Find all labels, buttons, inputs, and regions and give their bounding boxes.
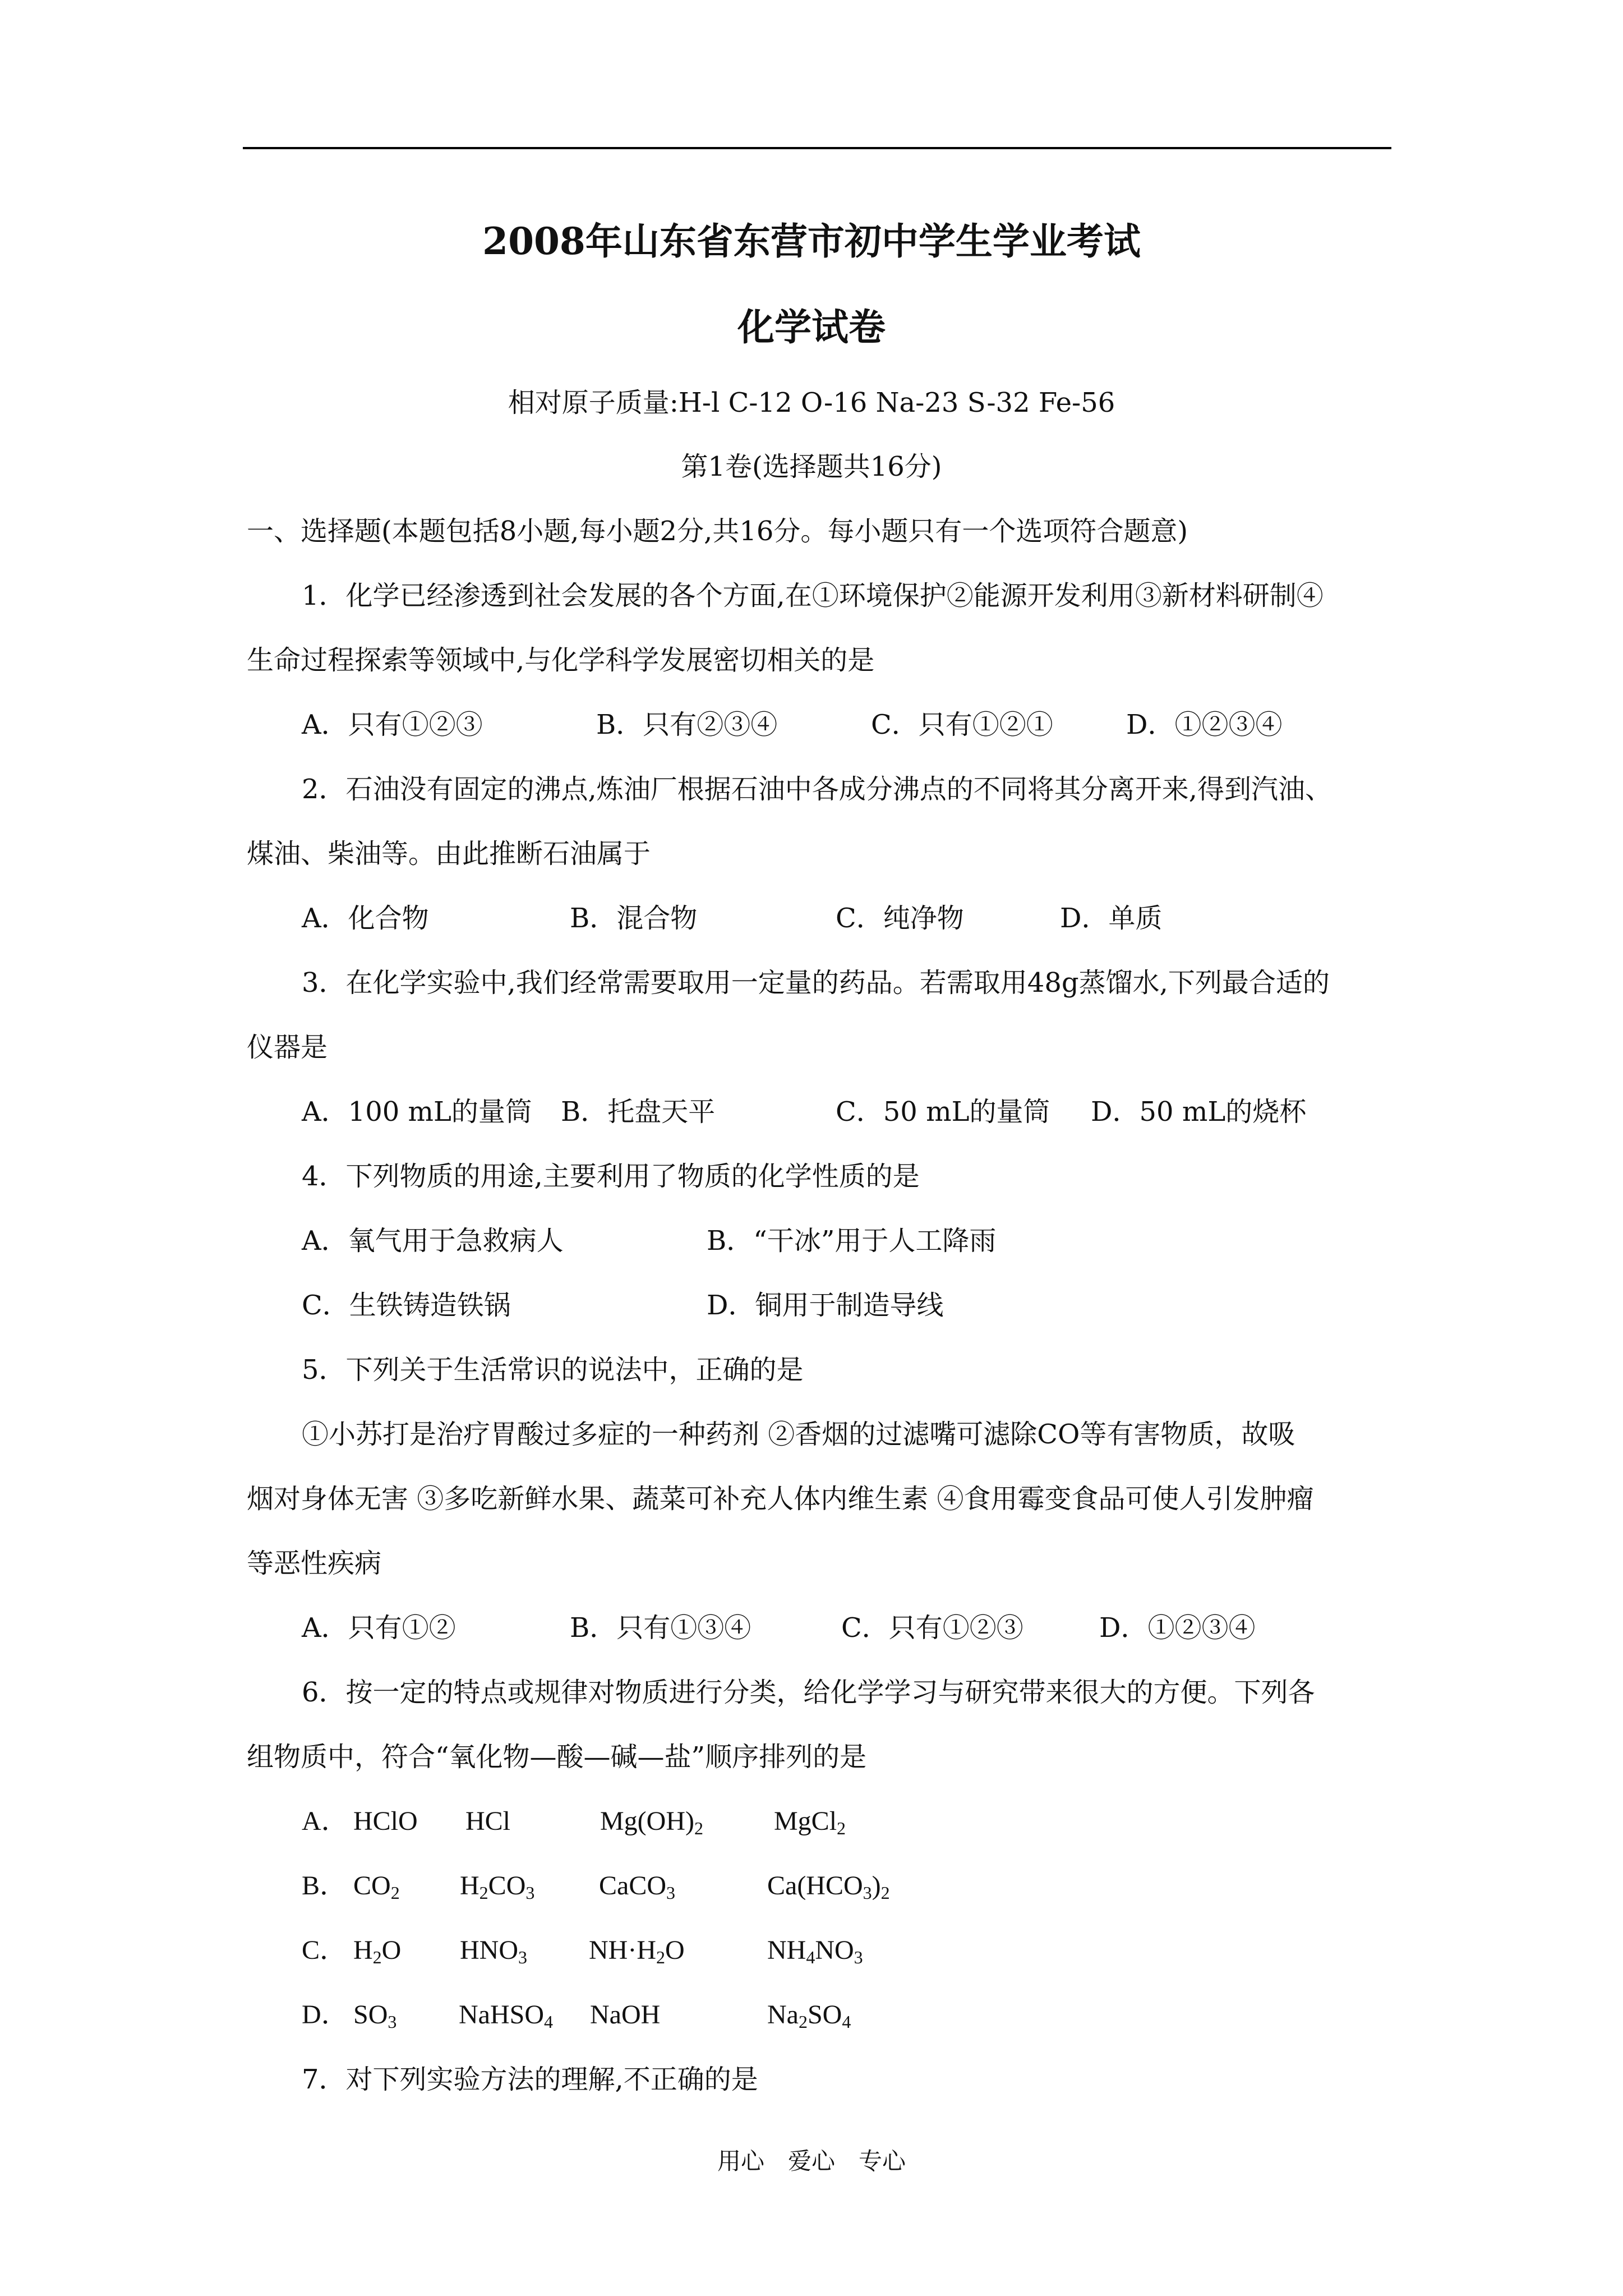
question-3-line-2: 仪器是 <box>247 1032 328 1063</box>
question-1-line-2: 生命过程探索等领域中,与化学科学发展密切相关的是 <box>247 645 875 676</box>
question-6-option-b-label: B． <box>302 1871 347 1901</box>
question-2-option-a: A．化合物 <box>302 903 429 934</box>
question-2-line-2: 煤油、柴油等。由此推断石油属于 <box>247 838 651 869</box>
question-5-option-a: A．只有①② <box>302 1612 456 1644</box>
section-heading: 一、选择题(本题包括8小题,每小题2分,共16分。每小题只有一个选项符合题意) <box>247 516 1188 547</box>
question-1-option-a: A．只有①②③ <box>302 709 483 740</box>
question-5-line-2: ①小苏打是治疗胃酸过多症的一种药剂 ②香烟的过滤嘴可滤除CO等有害物质，故吸 <box>302 1419 1295 1450</box>
atomic-masses: 相对原子质量:H-l C-12 O-16 Na-23 S-32 Fe-56 <box>508 387 1115 418</box>
question-2-option-c: C．纯净物 <box>836 903 964 934</box>
question-6-option-d-salt: $Na_2SO_4$ <box>767 2000 851 2032</box>
question-6-option-b-oxide: $CO_2$ <box>353 1871 400 1903</box>
question-1-option-c: C．只有①②① <box>871 709 1053 740</box>
question-6-option-b-acid: $H_2CO_3$ <box>460 1871 535 1903</box>
question-6-option-d-acid: NaHSO$_4$ <box>459 2000 553 2032</box>
question-6-option-d-base: NaOH <box>590 2000 661 2030</box>
question-3-option-c: C．50 mL的量筒 <box>836 1096 1050 1128</box>
question-5-line-3: 烟对身体无害 ③多吃新鲜水果、蔬菜可补充人体内维生素 ④食用霉变食品可使人引发肿瘤 <box>247 1483 1314 1515</box>
question-3-line-1: 3．在化学实验中,我们经常需要取用一定量的药品。若需取用48g蒸馏水,下列最合适的 <box>302 967 1330 999</box>
question-1-option-d: D．①②③④ <box>1126 709 1283 740</box>
question-6-option-c-label: C． <box>302 1935 347 1965</box>
question-1-line-1: 1．化学已经渗透到社会发展的各个方面,在①环境保护②能源开发利用③新材料研制④ <box>302 580 1324 611</box>
question-6-line-2: 组物质中，符合“氧化物—酸—碱—盐”顺序排列的是 <box>247 1741 867 1773</box>
question-6-option-a-oxide: HClO <box>353 1806 418 1836</box>
question-3-option-b: B．托盘天平 <box>561 1096 716 1128</box>
page-footer: 用心 爱心 专心 <box>717 2147 906 2175</box>
question-6-option-c-base: $NH\cdot H_2O$ <box>589 1935 685 1967</box>
question-6-option-d-label: D． <box>302 2000 348 2030</box>
exam-title: 2008年山东省东营市初中学生学业考试 <box>482 219 1141 263</box>
question-4-option-c: C．生铁铸造铁锅 <box>302 1290 511 1321</box>
part-heading: 第1卷(选择题共16分) <box>681 451 942 482</box>
question-3-option-d: D．50 mL的烧杯 <box>1091 1096 1307 1128</box>
question-3-option-a: A．100 mL的量筒 <box>302 1096 532 1128</box>
question-6-option-c-oxide: $H_2O$ <box>353 1935 402 1967</box>
question-4-option-d: D．铜用于制造导线 <box>707 1290 944 1321</box>
question-5-line-1: 5．下列关于生活常识的说法中，正确的是 <box>302 1354 804 1386</box>
question-5-line-4: 等恶性疾病 <box>247 1548 382 1579</box>
question-6-option-c-acid: $HNO_3$ <box>460 1935 527 1967</box>
question-6-option-a-label: A． <box>302 1806 348 1836</box>
question-5-option-b: B．只有①③④ <box>570 1612 751 1644</box>
question-2-option-b: B．混合物 <box>570 903 698 934</box>
question-6-option-a-salt: MgCl$_2$ <box>774 1806 846 1838</box>
question-6-option-a-base: $Mg(OH)_2$ <box>600 1806 703 1838</box>
question-5-option-c: C．只有①②③ <box>841 1612 1023 1644</box>
question-5-option-d: D．①②③④ <box>1099 1612 1256 1644</box>
question-4-option-a: A．氧气用于急救病人 <box>302 1225 564 1257</box>
question-6-line-1: 6．按一定的特点或规律对物质进行分类，给化学学习与研究带来很大的方便。下列各 <box>302 1677 1315 1708</box>
question-2-option-d: D．单质 <box>1060 903 1163 934</box>
question-6-option-c-salt: $NH_4NO_3$ <box>767 1935 863 1967</box>
exam-subtitle: 化学试卷 <box>737 305 886 349</box>
question-7-line-1: 7．对下列实验方法的理解,不正确的是 <box>302 2064 758 2095</box>
question-6-option-b-base: CaCO$_3$ <box>599 1871 675 1903</box>
question-6-option-d-oxide: $SO_3$ <box>353 2000 397 2032</box>
question-4-line-1: 4．下列物质的用途,主要利用了物质的化学性质的是 <box>302 1161 920 1192</box>
question-2-line-1: 2．石油没有固定的沸点,炼油厂根据石油中各成分沸点的不同将其分离开来,得到汽油、 <box>302 774 1332 805</box>
question-6-option-b-salt: $Ca(HCO_3)_2$ <box>767 1871 890 1903</box>
question-4-option-b: B．“干冰”用于人工降雨 <box>707 1225 997 1257</box>
question-6-option-a-acid: HCl <box>465 1806 511 1836</box>
question-1-option-b: B．只有②③④ <box>596 709 778 740</box>
top-rule <box>243 147 1391 149</box>
